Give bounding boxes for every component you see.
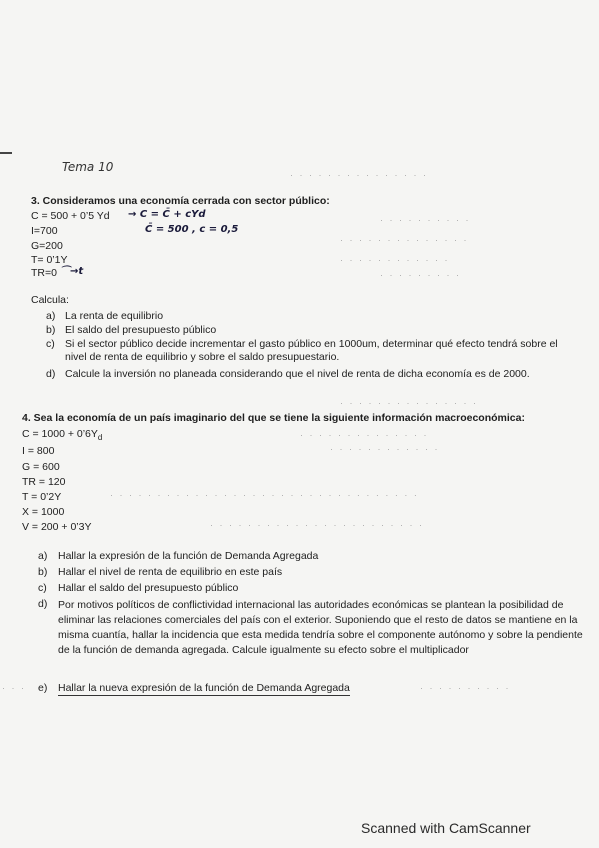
q4-item-d-label: d) [38, 598, 48, 610]
q3-item-d-text: Calcule la inversión no planeada considerando que el nivel de renta de dicha economía es de 2000. [65, 368, 530, 380]
q3-item-d-label: d) [46, 368, 56, 380]
camscanner-watermark: Scanned with CamScanner [361, 820, 531, 836]
q4-item-e-label: e) [38, 682, 48, 694]
q3-item-a-label: a) [46, 310, 56, 322]
bleed-through-text: · · · · · · · · · · [420, 683, 511, 693]
q3-item-c-label: c) [46, 338, 55, 350]
q4-item-a-label: a) [38, 550, 48, 562]
bleed-through-text: · · · · · · · · · · · · [340, 255, 450, 265]
q3-note-values: C̄ = 500 , c = 0,5 [145, 224, 239, 235]
q3-eq-g: G=200 [31, 240, 63, 252]
q3-eq-c: C = 500 + 0’5 Yd [31, 210, 110, 222]
q4-item-c-label: c) [38, 582, 47, 594]
q3-item-b-label: b) [46, 324, 56, 336]
q4-item-d-text: Por motivos políticos de conflictividad internacional las autoridades económicas se plantean la posibilidad de eliminar las relaciones comerciales del país con el exterior. Suponiendo que el resto de datos se mantiene en la misma cuantía, hallar la incidencia que esta medida tendría sobre el componente autónomo y sobre la pendiente de la función de demanda agregada. Calcule igualmente su efecto sobre el multiplicador [58, 599, 583, 656]
bleed-through-text: · · · · · · · · · · · · · · · · · · · · · · · · · · · · · · · · · [110, 490, 419, 500]
q4-eq-tr: TR = 120 [22, 476, 66, 488]
q3-eq-i: I=700 [31, 225, 58, 237]
q3-eq-tr: TR=0 [31, 267, 57, 279]
q3-note-t: t [78, 266, 84, 277]
q3-note-consumption: → C = C̄ + cYd [128, 209, 206, 220]
q3-intro: 3. Consideramos una economía cerrada con sector público: [31, 195, 330, 207]
q4-item-e-text: Hallar la nueva expresión de la función de Demanda Agregada [58, 682, 350, 694]
bleed-through-text: · · · · · · · · · [380, 270, 461, 280]
q3-eq-t: T= 0’1Y [31, 254, 68, 266]
bleed-through-text: · · · · · · · · · · · · · · [300, 430, 429, 440]
bleed-through-text: · · · · · · · · · · · · · · [340, 235, 469, 245]
q3-item-c-text: Si el sector público decide incrementar el gasto público en 1000um, determinar qué efecto tendrá sobre el nivel de renta de equilibrio y sobre el saldo presupuestario. [65, 338, 558, 363]
q4-eq-v: V = 200 + 0’3Y [22, 521, 92, 533]
q4-eq-c [22, 428, 102, 444]
q3-note-tr [60, 262, 83, 277]
q4-intro: 4. Sea la economía de un país imaginario del que se tiene la siguiente información macroeconómica: [22, 412, 525, 424]
q4-eq-i: I = 800 [22, 445, 55, 457]
q4-eq-g: G = 600 [22, 461, 60, 473]
scan-edge-mark [0, 152, 12, 154]
bleed-through-text: · · · · · · · · · · · · · · · · · · · · · · · [210, 520, 424, 530]
bleed-through-text: · · · · · · · · · · · · [330, 444, 440, 454]
q4-item-b-text: Hallar el nivel de renta de equilibrio en este país [58, 566, 283, 578]
tema-heading: Tema 10 [62, 160, 114, 174]
bleed-through-text: · · · · · · · · · · · · · · · [340, 398, 478, 408]
bleed-through-text: · · · · · · · · · · [380, 215, 471, 225]
q4-item-b-label: b) [38, 566, 48, 578]
q4-item-c-text: Hallar el saldo del presupuesto público [58, 582, 239, 594]
q3-note-arrow: ⌒→ [60, 266, 79, 277]
q3-item-b-text: El saldo del presupuesto público [65, 324, 217, 336]
bleed-through-text: · · · · · · · · · · · · · · · [290, 170, 428, 180]
q3-item-a-text: La renta de equilibrio [65, 310, 164, 322]
q4-eq-t: T = 0’2Y [22, 491, 62, 503]
q3-calcula: Calcula: [31, 294, 69, 306]
q4-item-a-text: Hallar la expresión de la función de Demanda Agregada [58, 550, 319, 562]
bleed-through-text: · · · [2, 683, 26, 693]
q4-eq-c-main: C = 1000 + 0’6Y [22, 428, 98, 440]
q4-eq-x: X = 1000 [22, 506, 65, 518]
q4-eq-c-subscript: d [97, 433, 103, 443]
